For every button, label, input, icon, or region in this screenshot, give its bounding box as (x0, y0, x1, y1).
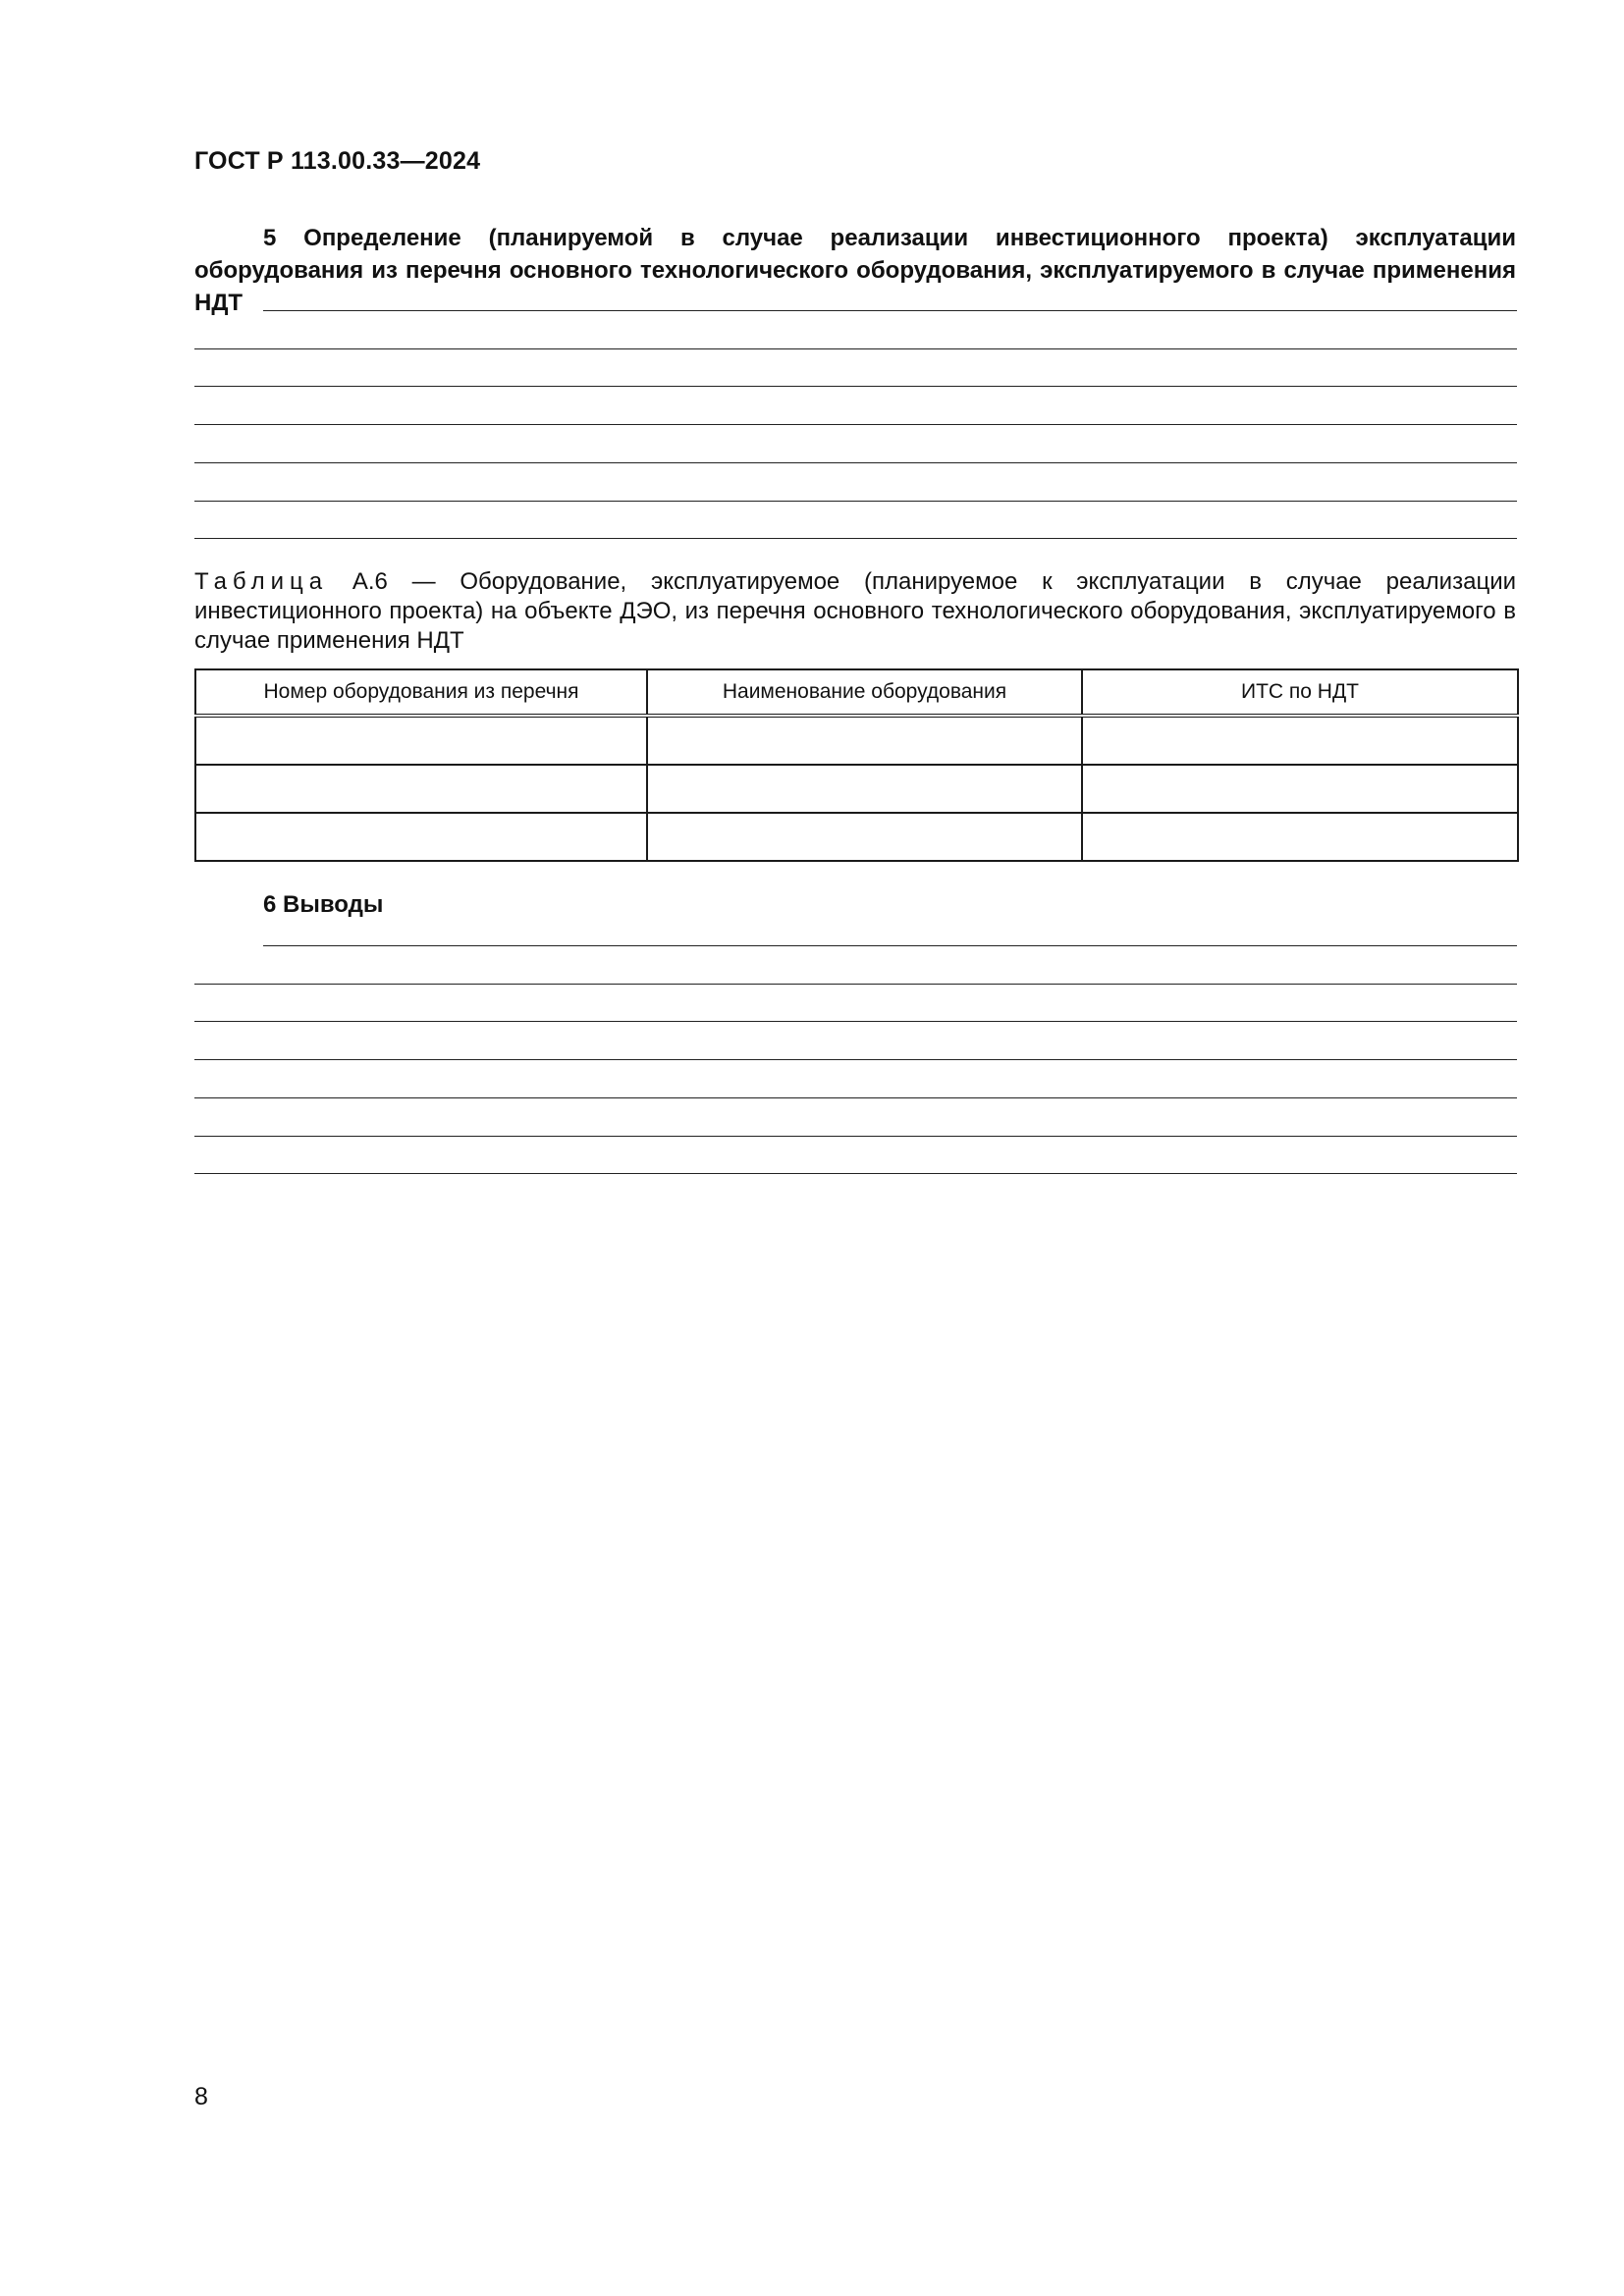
column-header-equipment-name: Наименование оборудования (647, 669, 1082, 716)
page-number: 8 (194, 2083, 208, 2110)
table-cell (647, 813, 1082, 861)
table-body (195, 716, 1518, 861)
table-cell (647, 765, 1082, 813)
section-5-title: 5 Определение (планируемой в случае реализации инвестиционного проекта) эксплуатации оборудования из перечня основного технологического оборудования, эксплуатируемого в случае применения НДТ (194, 225, 1516, 316)
table-cell (647, 716, 1082, 765)
blank-line (194, 424, 1517, 425)
blank-line (194, 1097, 1517, 1098)
table-header-row (195, 669, 1518, 716)
table-cell (195, 813, 647, 861)
column-header-its-ndt: ИТС по НДТ (1082, 669, 1518, 716)
blank-line (194, 1136, 1517, 1137)
blank-line (194, 348, 1517, 349)
table-a6-caption (194, 567, 1516, 656)
section-6-title: 6 Выводы (263, 891, 384, 918)
blank-line (194, 501, 1517, 502)
column-header-equipment-number: Номер оборудования из перечня (195, 669, 647, 716)
blank-line (263, 945, 1517, 946)
table-cell (195, 765, 647, 813)
table-row (195, 813, 1518, 861)
blank-line (263, 310, 1517, 311)
blank-line (194, 538, 1517, 539)
blank-line (194, 1059, 1517, 1060)
table-caption-prefix: Таблица (194, 568, 329, 595)
blank-line (194, 386, 1517, 387)
table-cell (1082, 813, 1518, 861)
table-row (195, 765, 1518, 813)
blank-line (194, 984, 1517, 985)
table-row (195, 716, 1518, 765)
table-cell (1082, 716, 1518, 765)
blank-line (194, 1173, 1517, 1174)
table-cell (195, 716, 647, 765)
blank-line (194, 462, 1517, 463)
blank-line (194, 1021, 1517, 1022)
equipment-table (194, 668, 1519, 862)
document-header: ГОСТ Р 113.00.33—2024 (194, 147, 481, 175)
table-caption-text: А.6 — Оборудование, эксплуатируемое (планируемое к эксплуатации в случае реализации инвестиционного проекта) на объекте ДЭО, из перечня основного технологического оборудования, эксплуатируемого в случае применения НДТ (194, 568, 1516, 654)
table-cell (1082, 765, 1518, 813)
